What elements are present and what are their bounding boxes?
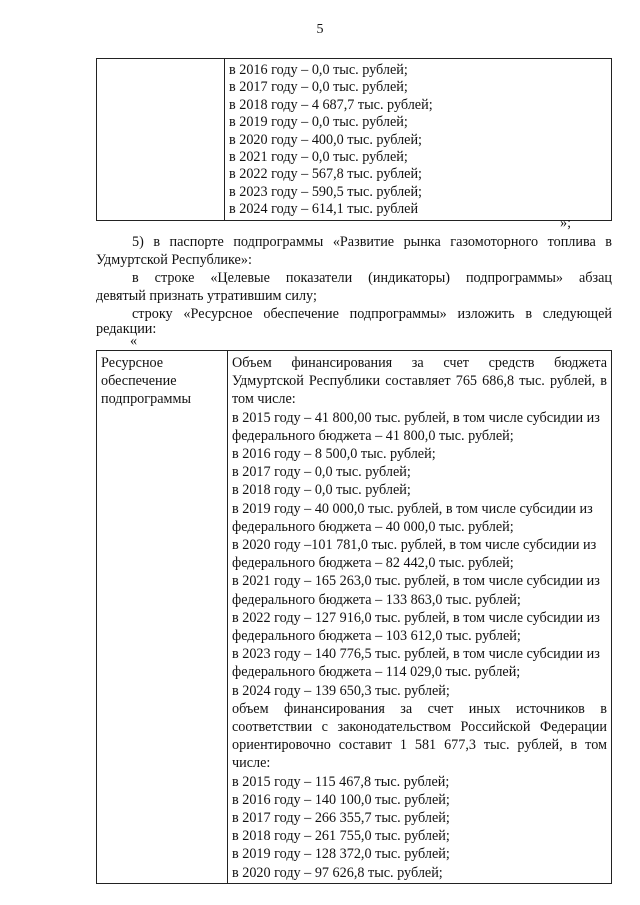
intro-line: Удмуртской Республики составляет 765 686,8 тыс. рублей, в	[232, 373, 607, 390]
other-sources-line: ориентировочно составит 1 581 677,3 тыс. рублей, в том	[232, 737, 607, 754]
paragraph-5-line-2: Удмуртской Республике»:	[96, 252, 252, 268]
funding-year-line: в 2020 году – 400,0 тыс. рублей;	[229, 131, 422, 148]
resource-label-cell	[97, 351, 228, 884]
funding-year-line: в 2024 году – 614,1 тыс. рублей	[229, 201, 419, 218]
other-year-line: в 2016 году – 140 100,0 тыс. рублей;	[232, 791, 450, 808]
other-year-line: в 2015 году – 115 467,8 тыс. рублей;	[232, 773, 450, 790]
budget-year-line: федерального бюджета – 133 863,0 тыс. рублей;	[232, 591, 521, 608]
opening-quote: «	[130, 333, 138, 349]
funding-year-line: в 2022 году – 567,8 тыс. рублей;	[229, 166, 422, 183]
paragraph-indicators-line-2: девятый признать утратившим силу;	[96, 288, 317, 304]
paragraph-resource-line-2: редакции:	[96, 321, 157, 337]
budget-year-line: в 2015 году – 41 800,00 тыс. рублей, в том числе субсидии из	[232, 409, 600, 426]
resource-provision-table	[96, 350, 612, 884]
budget-year-line: в 2017 году – 0,0 тыс. рублей;	[232, 464, 411, 481]
other-year-line: в 2019 году – 128 372,0 тыс. рублей;	[232, 846, 450, 863]
other-year-line: в 2020 году – 97 626,8 тыс. рублей;	[232, 864, 443, 881]
table-label-cell-empty	[97, 59, 225, 221]
paragraph-resource-line-1: строку «Ресурсное обеспечение подпрограммы» изложить в следующей	[132, 306, 612, 322]
budget-year-line: в 2023 году – 140 776,5 тыс. рублей, в том числе субсидии из	[232, 646, 600, 663]
budget-year-line: в 2021 году – 165 263,0 тыс. рублей, в том числе субсидии из	[232, 573, 600, 590]
budget-year-line: в 2024 году – 139 650,3 тыс. рублей;	[232, 682, 450, 699]
paragraph-5-line-1: 5) в паспорте подпрограммы «Развитие рынка газомоторного топлива в	[132, 234, 612, 250]
paragraph-indicators-line-1: в строке «Целевые показатели (индикаторы) подпрограммы» абзац	[132, 270, 612, 286]
funding-year-line: в 2023 году – 590,5 тыс. рублей;	[229, 183, 422, 200]
budget-year-line: в 2018 году – 0,0 тыс. рублей;	[232, 482, 411, 499]
budget-year-line: в 2022 году – 127 916,0 тыс. рублей, в том числе субсидии из	[232, 609, 600, 626]
other-year-line: в 2018 году – 261 755,0 тыс. рублей;	[232, 828, 450, 845]
funding-year-line: в 2016 году – 0,0 тыс. рублей;	[229, 62, 408, 78]
intro-line: Объем финансирования за счет средств бюджета	[232, 355, 607, 371]
resource-label-line: обеспечение	[101, 373, 177, 390]
closing-quote: »;	[560, 215, 572, 231]
budget-year-line: федерального бюджета – 103 612,0 тыс. рублей;	[232, 628, 521, 645]
budget-year-line: федерального бюджета – 114 029,0 тыс. рублей;	[232, 664, 521, 681]
budget-year-line: в 2020 году –101 781,0 тыс. рублей, в том числе субсидии из	[232, 537, 597, 554]
funding-year-line: в 2021 году – 0,0 тыс. рублей;	[229, 149, 408, 166]
other-sources-line: числе:	[232, 755, 271, 772]
resource-label-line: Ресурсное	[101, 355, 164, 371]
funding-year-line: в 2018 году – 4 687,7 тыс. рублей;	[229, 96, 433, 113]
budget-year-line: федерального бюджета – 82 442,0 тыс. рублей;	[232, 555, 514, 572]
other-sources-line: объем финансирования за счет иных источников в	[232, 700, 607, 717]
budget-year-line: в 2019 году – 40 000,0 тыс. рублей, в том числе субсидии из	[232, 500, 593, 517]
resource-label-line: подпрограммы	[101, 391, 191, 408]
funding-year-line: в 2017 году – 0,0 тыс. рублей;	[229, 79, 408, 96]
other-sources-line: соответствии с законодательством Российской Федерации	[232, 719, 607, 736]
budget-year-line: федерального бюджета – 40 000,0 тыс. рублей;	[232, 518, 514, 535]
page-number: 5	[316, 22, 324, 37]
funding-year-line: в 2019 году – 0,0 тыс. рублей;	[229, 114, 408, 131]
other-year-line: в 2017 году – 266 355,7 тыс. рублей;	[232, 810, 450, 827]
funding-table-continued	[96, 58, 612, 221]
budget-year-line: федерального бюджета – 41 800,0 тыс. рублей;	[232, 427, 514, 444]
table-value-cell	[225, 59, 612, 221]
resource-value-cell	[228, 351, 612, 884]
budget-year-line: в 2016 году – 8 500,0 тыс. рублей;	[232, 446, 436, 463]
intro-line: том числе:	[232, 391, 296, 408]
